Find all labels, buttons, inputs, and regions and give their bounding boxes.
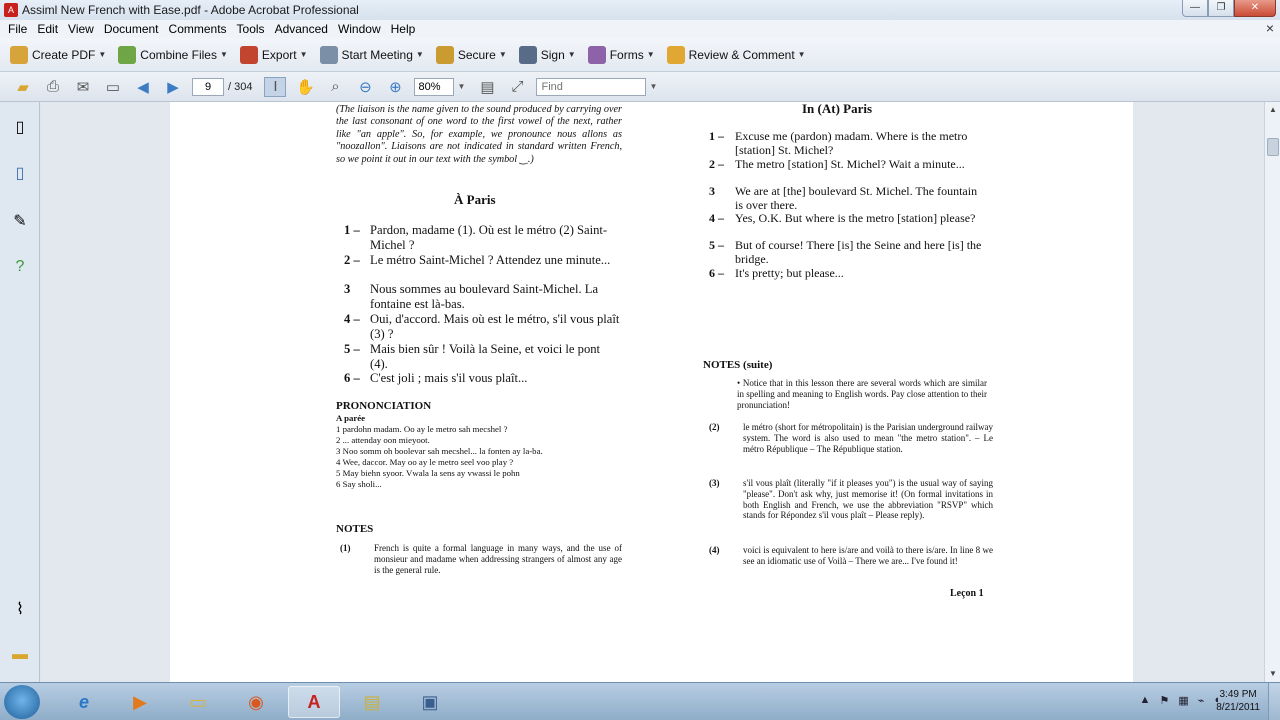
- system-tray: [1131, 694, 1220, 707]
- chevron-down-icon: ▼: [498, 50, 507, 59]
- pronunciation-line: 3 Noo somm oh boolevar sah mecshel... la fonten ay la-ba.: [336, 446, 543, 456]
- menu-bar: [0, 20, 1280, 38]
- secure-label: Secure: [457, 47, 496, 62]
- clock-time: 3:49 PM: [1219, 689, 1257, 700]
- english-title: In (At) Paris: [802, 102, 873, 116]
- page-view-icon[interactable]: ▭: [105, 78, 121, 96]
- scroll-up-icon[interactable]: ▲: [1269, 105, 1277, 114]
- note-text: s'il vous plaît (literally "if it pleases you") is the usual way of saying "please". Don't ask why, just memorise it! (On formal invitations in both English and French, we use the abbreviation "RSVP" which stands for Répondez s'il vous plaît – Please reply).: [743, 478, 993, 521]
- french-dialogue: [344, 223, 624, 403]
- signatures-panel-icon[interactable]: ✎: [13, 213, 27, 230]
- find-dropdown-icon[interactable]: ▼: [649, 82, 658, 91]
- line-text: The metro [station] St. Michel? Wait a minute...: [735, 157, 965, 171]
- firefox-icon[interactable]: ◉: [248, 691, 264, 712]
- list-item: [709, 157, 989, 185]
- start-meeting-icon: [320, 46, 338, 64]
- line-number: 2 –: [709, 157, 724, 171]
- zoom-in-icon[interactable]: ⊕: [389, 78, 402, 96]
- print-icon[interactable]: ⎙: [46, 78, 59, 95]
- system-clock[interactable]: [1216, 688, 1260, 714]
- clock-date: 8/21/2011: [1216, 702, 1260, 713]
- acrobat-icon[interactable]: A: [288, 686, 340, 718]
- notes-icon[interactable]: ▤: [363, 691, 381, 712]
- pronunciation-line: 5 May biehn syoor. Vwala la sens ay vwassi le pohn: [336, 468, 520, 478]
- email-icon[interactable]: ✉: [76, 78, 90, 96]
- start-button[interactable]: [4, 685, 40, 719]
- note-item: [709, 422, 993, 467]
- window-controls: [1182, 0, 1276, 19]
- comments-panel-icon[interactable]: ▬: [12, 646, 28, 663]
- list-item: [344, 312, 624, 342]
- combine-files-label: Combine Files: [140, 47, 217, 62]
- pdf-page: [170, 102, 1133, 682]
- notes-suite-intro: • Notice that in this lesson there are several words which are similar in spelling and meaning to English words. Pay close attention to their pronunciation!: [737, 378, 987, 410]
- line-number: 1 –: [344, 223, 360, 237]
- menu-edit[interactable]: Edit: [37, 22, 59, 36]
- line-number: 5 –: [709, 238, 724, 252]
- close-button[interactable]: ✕: [1234, 0, 1276, 17]
- note-item: [709, 478, 993, 538]
- bookmarks-panel-icon[interactable]: ▯: [15, 165, 25, 182]
- notes-suite-title: NOTES (suite): [703, 359, 773, 371]
- review-comment-button[interactable]: [667, 46, 806, 64]
- menu-window[interactable]: Window: [337, 22, 381, 36]
- media-player-icon[interactable]: ▶: [133, 691, 147, 712]
- window-title: Assiml New French with Ease.pdf - Adobe Acrobat Professional: [22, 3, 359, 17]
- attachments-panel-icon[interactable]: ⌇: [16, 601, 24, 618]
- save-disk-icon[interactable]: ▣: [421, 691, 439, 712]
- line-text: Excuse me (pardon) madam. Where is the metro [station] St. Michel?: [735, 129, 968, 157]
- list-item: [709, 238, 989, 266]
- previous-page-icon[interactable]: ◀: [137, 78, 149, 96]
- close-document-icon[interactable]: ×: [1265, 20, 1274, 36]
- scroll-thumb[interactable]: [1267, 138, 1279, 156]
- line-text: Oui, d'accord. Mais où est le métro, s'il vous plaît (3) ?: [370, 312, 620, 341]
- line-text: Mais bien sûr ! Voilà la Seine, et voici le pont (4).: [370, 342, 601, 371]
- show-hidden-icons-icon[interactable]: ▲: [1139, 694, 1151, 706]
- secure-button[interactable]: [436, 46, 507, 64]
- list-item: [344, 253, 624, 283]
- review-comment-label: Review & Comment: [688, 47, 795, 62]
- sign-label: Sign: [540, 47, 565, 62]
- fit-width-icon[interactable]: ⤢: [511, 78, 524, 95]
- list-item: [709, 184, 989, 212]
- line-number: 6 –: [344, 371, 360, 385]
- english-dialogue: [709, 129, 989, 289]
- chevron-down-icon: ▼: [797, 50, 806, 59]
- tasks-toolbar: [0, 38, 1280, 72]
- page-footer: Leçon 1: [950, 588, 984, 599]
- chevron-down-icon: ▼: [98, 50, 107, 59]
- line-number: 6 –: [709, 266, 724, 280]
- list-item: [709, 266, 989, 286]
- note-text: le métro (short for métropolitain) is the Parisian underground railway system. The word is also used to mean "the metro station". – Le métro République – The République station.: [743, 422, 993, 454]
- export-icon: [240, 46, 258, 64]
- forms-label: Forms: [609, 47, 644, 62]
- combine-files-icon: [118, 46, 136, 64]
- page-total: / 304: [228, 80, 253, 93]
- file-explorer-icon[interactable]: ▭: [189, 691, 207, 712]
- list-item: [344, 223, 624, 253]
- show-desktop-button[interactable]: [1268, 683, 1280, 720]
- windows-taskbar: [0, 682, 1280, 720]
- pronunciation-line: 4 Wee, daccor. May oo ay le metro seel voo play ?: [336, 457, 514, 467]
- line-text: Le métro Saint-Michel ? Attendez une minute...: [370, 253, 611, 267]
- how-to-panel-icon[interactable]: ?: [15, 258, 25, 275]
- export-button[interactable]: [240, 46, 308, 64]
- line-text: But of course! There [is] the Seine and here [is] the bridge.: [735, 238, 982, 266]
- line-text: We are at [the] boulevard St. Michel. The fountain is over there.: [735, 184, 978, 212]
- maximize-button[interactable]: ❐: [1208, 0, 1234, 17]
- note-number: (4): [709, 545, 720, 555]
- menu-file[interactable]: File: [8, 22, 28, 36]
- menu-view[interactable]: View: [68, 22, 94, 36]
- note-number: (3): [709, 478, 720, 488]
- find-input[interactable]: [536, 78, 646, 96]
- list-item: [709, 211, 989, 239]
- liaison-intro: (The liaison is the name given to the sound produced by carrying over the last consonant of one word to the first vowel of the next, rather like "an apple". So, for example, we pronounce nous allons as "noozallon". Liaisons are not indicated in standard written French, so we point it out in our text with the symbol ‿.): [336, 104, 622, 165]
- menu-document[interactable]: Document: [103, 22, 159, 36]
- export-label: Export: [261, 47, 297, 62]
- note-item: [709, 545, 993, 585]
- note-item: [340, 543, 620, 583]
- create-pdf-icon: [10, 46, 28, 64]
- notes-title: NOTES: [336, 523, 374, 535]
- list-item: [709, 129, 989, 157]
- list-item: [344, 371, 624, 401]
- start-meeting-button[interactable]: [320, 46, 424, 64]
- zoom-tool-icon[interactable]: ⌕: [331, 78, 340, 95]
- pronunciation-line: 2 ... attenday oon mieyoot.: [336, 435, 430, 445]
- review-comment-icon: [667, 46, 685, 64]
- line-number: 1 –: [709, 129, 724, 143]
- flag-icon[interactable]: ⚑: [1159, 695, 1170, 707]
- chevron-down-icon: ▼: [646, 50, 655, 59]
- chevron-down-icon: ▼: [299, 50, 308, 59]
- pronunciation-title: PRONONCIATION: [336, 400, 432, 412]
- pages-panel-icon[interactable]: ▯: [15, 119, 25, 136]
- create-pdf-button[interactable]: [10, 46, 106, 64]
- line-text: It's pretty; but please...: [735, 266, 844, 280]
- note-text: voici is equivalent to here is/are and voilà to there is/are. In line 8 we see an idiomatic use of Voilà – There we are... I've found it!: [743, 545, 993, 566]
- navigation-pane: [0, 102, 40, 682]
- combine-files-button[interactable]: [118, 46, 228, 64]
- note-number: (1): [340, 543, 351, 553]
- line-text: Pardon, madame (1). Où est le métro (2) Saint-Michel ?: [370, 223, 608, 252]
- internet-explorer-icon[interactable]: e: [78, 691, 89, 712]
- hand-tool-icon[interactable]: ✋: [296, 78, 315, 96]
- line-number: 5 –: [344, 342, 360, 356]
- pen-icon: [519, 46, 537, 64]
- usb-icon[interactable]: ⌁: [1197, 695, 1205, 707]
- pronunciation-line: 1 pardohn madam. Oo ay le metro sah mecshel ?: [336, 424, 508, 434]
- volume-icon[interactable]: ◖: [1213, 694, 1220, 706]
- sign-button[interactable]: [519, 46, 576, 64]
- network-icon[interactable]: ▦: [1178, 695, 1189, 707]
- page-number-input[interactable]: [192, 78, 224, 96]
- forms-icon: [588, 46, 606, 64]
- note-number: (2): [709, 422, 720, 432]
- zoom-level-input[interactable]: [414, 78, 454, 96]
- acrobat-app-icon: A: [4, 3, 18, 17]
- lock-icon: [436, 46, 454, 64]
- line-number: 2 –: [344, 253, 360, 267]
- zoom-dropdown-icon[interactable]: ▼: [457, 82, 466, 91]
- line-text: Nous sommes au boulevard Saint-Michel. La fontaine est là-bas.: [370, 282, 599, 311]
- zoom-out-icon[interactable]: ⊖: [359, 78, 372, 96]
- start-meeting-label: Start Meeting: [341, 47, 413, 62]
- vertical-scrollbar[interactable]: [1264, 102, 1280, 682]
- chevron-down-icon: ▼: [219, 50, 228, 59]
- line-text: Yes, O.K. But where is the metro [station] please?: [735, 211, 976, 225]
- minimize-button[interactable]: —: [1182, 0, 1208, 17]
- line-number: 4 –: [344, 312, 360, 326]
- line-number: 3: [709, 184, 715, 198]
- list-item: [344, 282, 624, 312]
- fit-page-icon[interactable]: ▤: [480, 78, 495, 96]
- line-number: 4 –: [709, 211, 724, 225]
- french-title: À Paris: [454, 192, 496, 207]
- window-titlebar: [0, 0, 1280, 20]
- scroll-down-icon[interactable]: ▼: [1269, 669, 1277, 678]
- create-pdf-label: Create PDF: [32, 47, 96, 62]
- document-viewer[interactable]: [41, 102, 1264, 682]
- pronunciation-line: 6 Say sholi...: [336, 479, 382, 489]
- chevron-down-icon: ▼: [415, 50, 424, 59]
- chevron-down-icon: ▼: [567, 50, 576, 59]
- open-folder-icon[interactable]: ▰: [17, 78, 29, 96]
- menu-help[interactable]: Help: [390, 22, 416, 36]
- menu-advanced[interactable]: Advanced: [274, 22, 328, 36]
- menu-tools[interactable]: Tools: [236, 22, 265, 36]
- line-text: C'est joli ; mais s'il vous plaît...: [370, 371, 528, 385]
- pronunciation-subtitle: A parée: [336, 413, 366, 423]
- select-text-icon[interactable]: I: [264, 77, 286, 97]
- navigation-toolbar: [0, 72, 1280, 102]
- note-text: French is quite a formal language in many ways, and the use of monsieur and madame when addressing strangers of almost any age is the general rule.: [374, 543, 622, 575]
- next-page-icon[interactable]: ▶: [167, 78, 179, 96]
- forms-button[interactable]: [588, 46, 655, 64]
- menu-comments[interactable]: Comments: [168, 22, 227, 36]
- list-item: [344, 342, 624, 372]
- line-number: 3: [344, 282, 351, 296]
